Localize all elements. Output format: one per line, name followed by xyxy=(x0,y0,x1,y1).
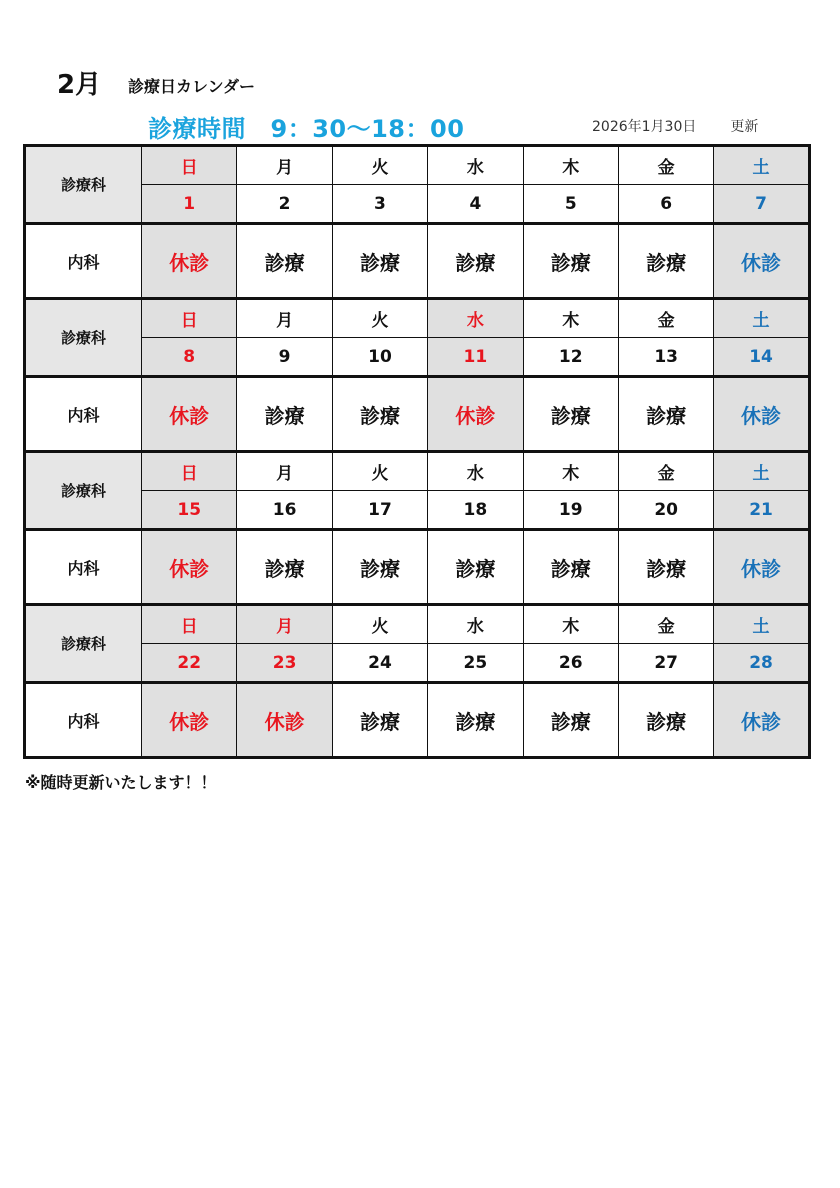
weekday-cell: 土 xyxy=(714,452,809,491)
weekday-cell: 水 xyxy=(428,299,523,338)
weekday-cell: 水 xyxy=(428,146,523,185)
open-status-cell: 診療 xyxy=(618,530,713,605)
weekday-row xyxy=(25,146,810,185)
closed-status-cell: 休診 xyxy=(714,530,809,605)
department-header: 診療科 xyxy=(25,146,142,224)
closed-status-cell: 休診 xyxy=(428,377,523,452)
date-cell: 12 xyxy=(523,338,618,377)
date-cell: 13 xyxy=(618,338,713,377)
open-status-cell: 診療 xyxy=(523,377,618,452)
calendar-title: 診療日カレンダー xyxy=(128,77,255,96)
date-cell: 19 xyxy=(523,491,618,530)
closed-status-cell: 休診 xyxy=(714,224,809,299)
department-name: 内科 xyxy=(25,224,142,299)
status-row xyxy=(25,224,810,299)
date-cell: 8 xyxy=(142,338,237,377)
department-name: 内科 xyxy=(25,683,142,758)
open-status-cell: 診療 xyxy=(428,224,523,299)
update-label: 更新 xyxy=(730,119,759,135)
department-header: 診療科 xyxy=(25,605,142,683)
schedule-table xyxy=(23,144,811,759)
weekday-cell: 木 xyxy=(523,452,618,491)
open-status-cell: 診療 xyxy=(332,377,427,452)
closed-status-cell: 休診 xyxy=(714,377,809,452)
open-status-cell: 診療 xyxy=(618,224,713,299)
department-header: 診療科 xyxy=(25,452,142,530)
weekday-cell: 水 xyxy=(428,452,523,491)
status-row xyxy=(25,530,810,605)
date-cell: 10 xyxy=(332,338,427,377)
weekday-cell: 金 xyxy=(618,452,713,491)
open-status-cell: 診療 xyxy=(332,683,427,758)
weekday-cell: 土 xyxy=(714,605,809,644)
weekday-cell: 火 xyxy=(332,299,427,338)
open-status-cell: 診療 xyxy=(618,683,713,758)
open-status-cell: 診療 xyxy=(237,224,332,299)
month-heading: 2月 xyxy=(57,70,102,100)
weekday-row xyxy=(25,452,810,491)
open-status-cell: 診療 xyxy=(428,683,523,758)
footnote: ※随時更新いたします！！ xyxy=(25,773,217,792)
weekday-cell: 木 xyxy=(523,605,618,644)
open-status-cell: 診療 xyxy=(523,683,618,758)
clinic-hours: 診療時間 9：30〜18：00 xyxy=(148,115,465,143)
date-cell: 6 xyxy=(618,185,713,224)
date-cell: 23 xyxy=(237,644,332,683)
closed-status-cell: 休診 xyxy=(142,224,237,299)
date-cell: 2 xyxy=(237,185,332,224)
open-status-cell: 診療 xyxy=(618,377,713,452)
weekday-cell: 月 xyxy=(237,452,332,491)
weekday-cell: 木 xyxy=(523,146,618,185)
weekday-cell: 火 xyxy=(332,452,427,491)
status-row xyxy=(25,377,810,452)
update-date: 2026年1月30日 xyxy=(592,119,697,135)
open-status-cell: 診療 xyxy=(428,530,523,605)
open-status-cell: 診療 xyxy=(237,377,332,452)
date-cell: 21 xyxy=(714,491,809,530)
date-cell: 5 xyxy=(523,185,618,224)
weekday-cell: 月 xyxy=(237,605,332,644)
date-cell: 1 xyxy=(142,185,237,224)
date-cell: 17 xyxy=(332,491,427,530)
open-status-cell: 診療 xyxy=(237,530,332,605)
closed-status-cell: 休診 xyxy=(142,530,237,605)
open-status-cell: 診療 xyxy=(332,224,427,299)
date-cell: 4 xyxy=(428,185,523,224)
closed-status-cell: 休診 xyxy=(714,683,809,758)
date-cell: 14 xyxy=(714,338,809,377)
weekday-cell: 金 xyxy=(618,605,713,644)
date-cell: 11 xyxy=(428,338,523,377)
weekday-cell: 日 xyxy=(142,605,237,644)
date-row xyxy=(25,185,810,224)
weekday-cell: 月 xyxy=(237,299,332,338)
date-row xyxy=(25,338,810,377)
date-cell: 18 xyxy=(428,491,523,530)
weekday-cell: 木 xyxy=(523,299,618,338)
department-name: 内科 xyxy=(25,530,142,605)
date-cell: 25 xyxy=(428,644,523,683)
weekday-cell: 土 xyxy=(714,299,809,338)
weekday-cell: 金 xyxy=(618,146,713,185)
date-cell: 20 xyxy=(618,491,713,530)
weekday-cell: 水 xyxy=(428,605,523,644)
department-name: 内科 xyxy=(25,377,142,452)
open-status-cell: 診療 xyxy=(523,224,618,299)
date-cell: 9 xyxy=(237,338,332,377)
weekday-row xyxy=(25,605,810,644)
date-cell: 15 xyxy=(142,491,237,530)
closed-status-cell: 休診 xyxy=(142,683,237,758)
weekday-row xyxy=(25,299,810,338)
date-cell: 27 xyxy=(618,644,713,683)
open-status-cell: 診療 xyxy=(332,530,427,605)
open-status-cell: 診療 xyxy=(523,530,618,605)
date-cell: 26 xyxy=(523,644,618,683)
date-cell: 28 xyxy=(714,644,809,683)
weekday-cell: 金 xyxy=(618,299,713,338)
department-header: 診療科 xyxy=(25,299,142,377)
status-row xyxy=(25,683,810,758)
date-cell: 3 xyxy=(332,185,427,224)
weekday-cell: 日 xyxy=(142,452,237,491)
weekday-cell: 火 xyxy=(332,605,427,644)
date-cell: 24 xyxy=(332,644,427,683)
closed-status-cell: 休診 xyxy=(142,377,237,452)
weekday-cell: 月 xyxy=(237,146,332,185)
weekday-cell: 日 xyxy=(142,146,237,185)
date-row xyxy=(25,644,810,683)
date-row xyxy=(25,491,810,530)
date-cell: 7 xyxy=(714,185,809,224)
date-cell: 22 xyxy=(142,644,237,683)
weekday-cell: 土 xyxy=(714,146,809,185)
update-info xyxy=(592,116,758,136)
date-cell: 16 xyxy=(237,491,332,530)
weekday-cell: 火 xyxy=(332,146,427,185)
closed-status-cell: 休診 xyxy=(237,683,332,758)
weekday-cell: 日 xyxy=(142,299,237,338)
